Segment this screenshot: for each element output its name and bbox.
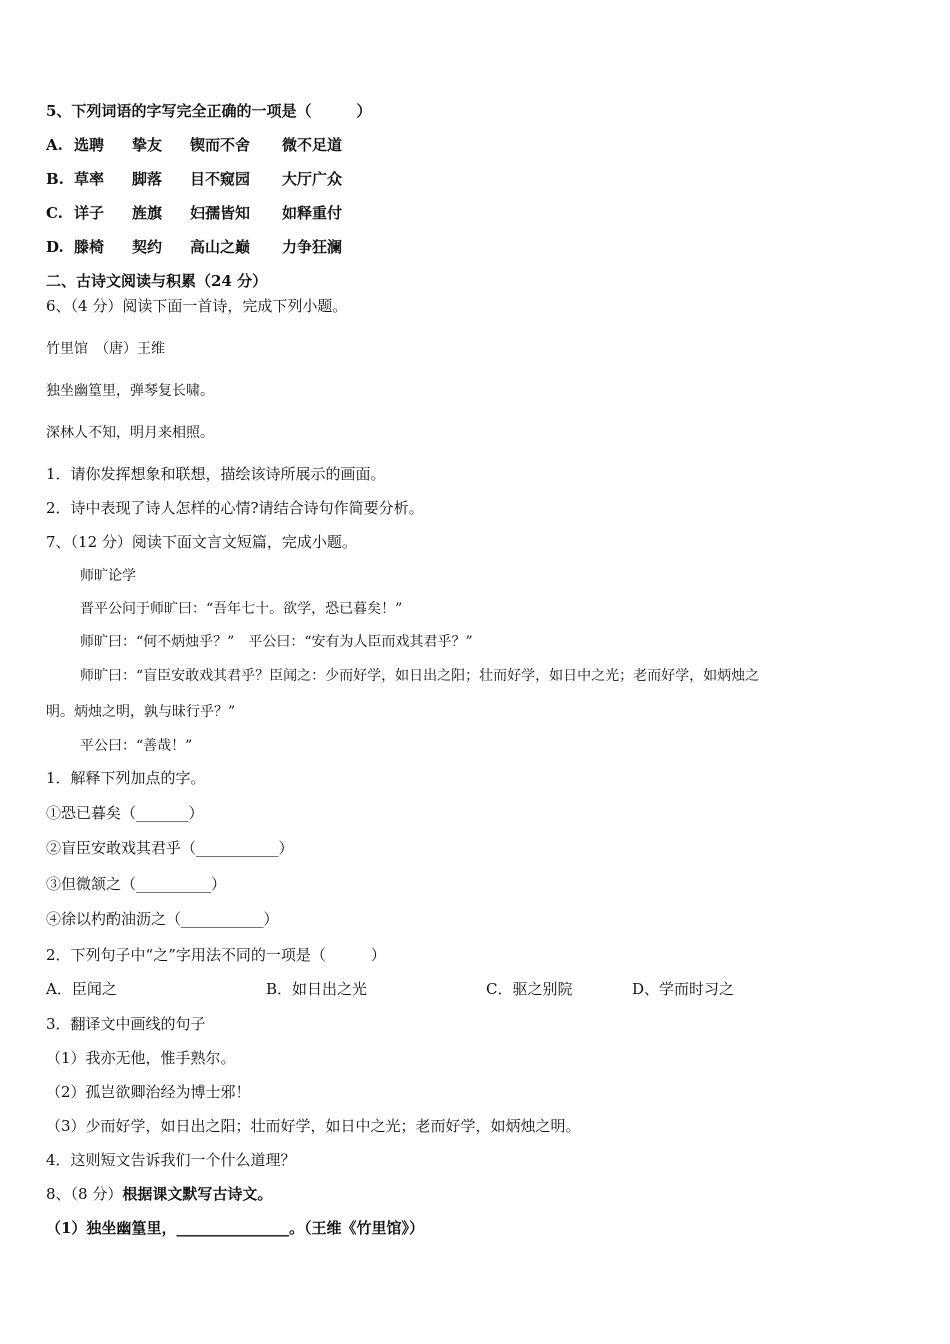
poem-line-2: 深林人不知，明月来相照。 — [46, 425, 214, 441]
translate-sentence-3: （3）少而好学，如日出之阳；壮而好学，如日中之光；老而好学，如炳烛之明。 — [46, 1117, 581, 1135]
passage-title: 师旷论学 — [80, 568, 136, 584]
q5-option-c: C. 详子 旌旗 妇孺皆知 如释重付 — [46, 204, 343, 222]
q5-stem: 5、下列词语的字写完全正确的一项是（ ） — [46, 102, 372, 120]
passage-paragraph-3b: 明。炳烛之明，孰与昧行乎？” — [46, 704, 236, 720]
q5-option-d: D. 滕椅 契约 高山之巅 力争狂澜 — [46, 238, 343, 256]
q7-item-4: ④徐以杓酌油沥之（___________） — [46, 910, 279, 928]
q7-item-2: ②盲臣安敢戏其君乎（___________） — [46, 839, 294, 857]
q8-line-1: （1）独坐幽篁里，_______________。（王维《竹里馆》） — [46, 1219, 424, 1237]
q7-subquestion-3: 3．翻译文中画线的句子 — [46, 1015, 206, 1033]
q7-item-1: ①恐已暮矣（_______） — [46, 804, 204, 822]
q6-subquestion-1: 1．请你发挥想象和联想，描绘该诗所展示的画面。 — [46, 465, 386, 483]
translate-sentence-1: （1）我亦无他，惟手熟尔。 — [46, 1049, 236, 1067]
q7-subquestion-4: 4．这则短文告诉我们一个什么道理？ — [46, 1151, 296, 1169]
poem-title: 竹里馆 （唐）王维 — [46, 341, 165, 357]
q6-subquestion-2: 2．诗中表现了诗人怎样的心情?请结合诗句作简要分析。 — [46, 499, 424, 517]
q8-stem: 8、（8 分）根据课文默写古诗文。 — [46, 1185, 273, 1203]
passage-paragraph-4: 平公曰：“善哉！” — [80, 738, 193, 754]
q5-option-a: A. 选聘 挚友 锲而不舍 微不足道 — [46, 136, 343, 154]
passage-paragraph-2: 师旷曰：“何不炳烛乎？” 平公曰：“安有为人臣而戏其君乎？” — [80, 634, 473, 650]
passage-paragraph-1: 晋平公问于师旷曰：“吾年七十。欲学，恐已暮矣！” — [80, 601, 403, 617]
q7-stem: 7、（12 分）阅读下面文言文短篇，完成小题。 — [46, 533, 357, 551]
poem-line-1: 独坐幽篁里，弹琴复长啸。 — [46, 383, 214, 399]
option-c: C．驱之别院 — [486, 980, 573, 998]
q7-subquestion-2: 2．下列句子中“之”字用法不同的一项是（ ） — [46, 946, 386, 964]
q7-subquestion-2-options — [46, 979, 734, 999]
q5-option-b: B. 草率 脚落 目不窥园 大厅广众 — [46, 170, 343, 188]
translate-sentence-2: （2）孤岂欲卿治经为博士邪！ — [46, 1083, 251, 1101]
passage-paragraph-3a: 师旷曰：“盲臣安敢戏其君乎？臣闻之：少而好学，如日出之阳；壮而好学，如日中之光；老而好学，如炳烛之 — [80, 668, 760, 684]
option-b: B．如日出之光 — [266, 980, 368, 998]
option-d: D、学而时习之 — [632, 980, 735, 998]
q7-item-3: ③但微颔之（__________） — [46, 875, 227, 893]
section-heading: 二、古诗文阅读与积累（24 分） — [46, 272, 268, 290]
q7-subquestion-1: 1．解释下列加点的字。 — [46, 769, 206, 787]
q6-stem: 6、（4 分）阅读下面一首诗，完成下列小题。 — [46, 297, 348, 315]
option-a: A．臣闻之 — [46, 980, 117, 998]
